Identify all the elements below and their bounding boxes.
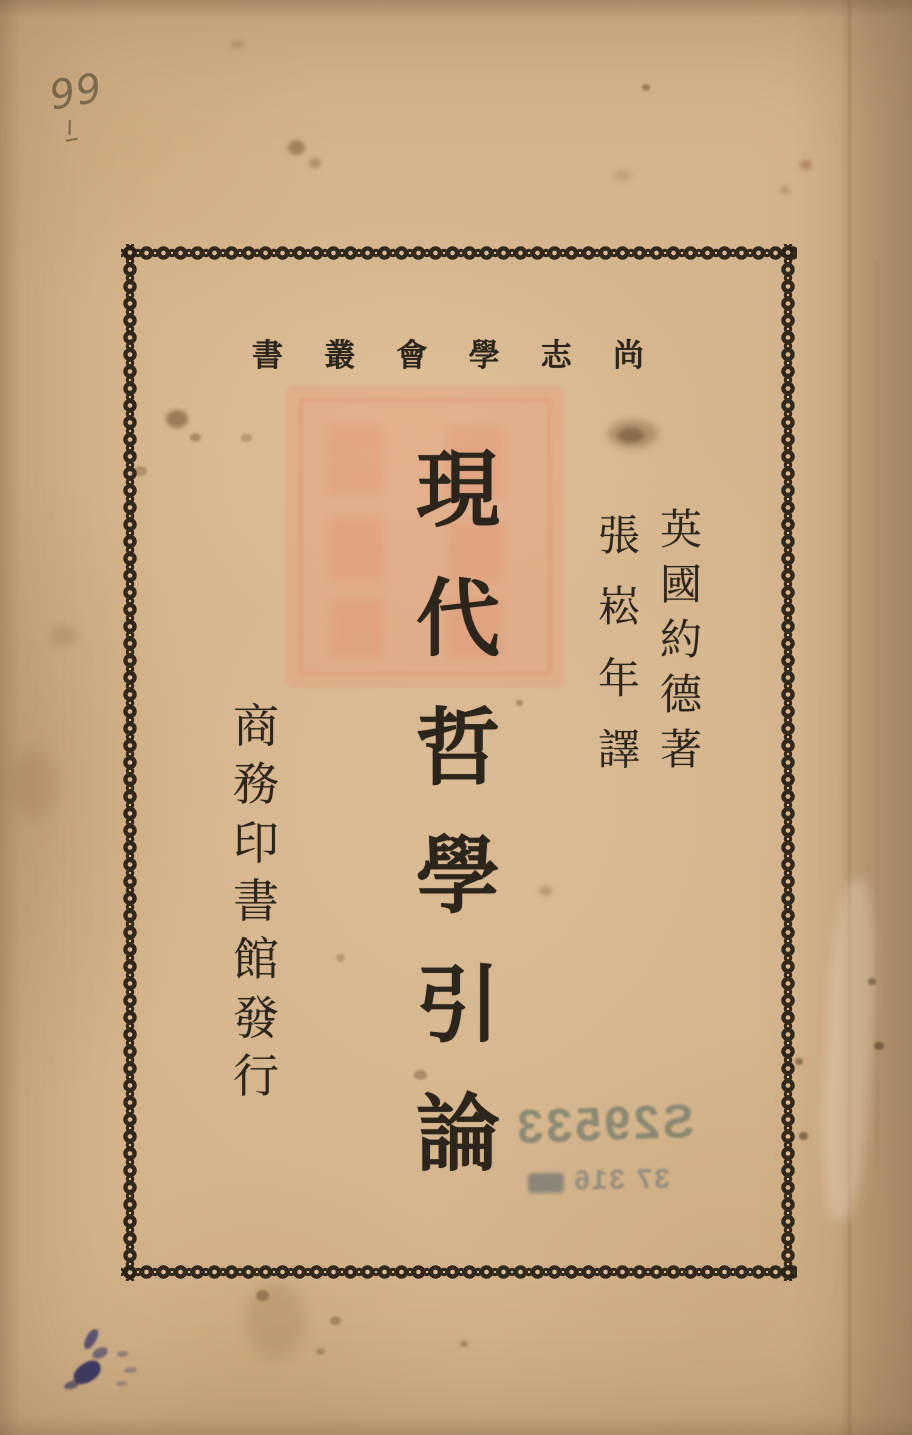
stain xyxy=(460,1340,468,1347)
stain xyxy=(330,1316,341,1325)
series-char: 會 xyxy=(396,338,428,373)
publisher-char: 發 xyxy=(233,992,279,1044)
stain xyxy=(780,186,790,194)
accession-stamp-number: S29533 xyxy=(513,1093,695,1154)
series-char: 志 xyxy=(540,338,572,373)
stain xyxy=(800,160,812,170)
blue-ink-speck xyxy=(124,1367,137,1373)
series-char: 書 xyxy=(252,338,283,373)
stain xyxy=(612,170,632,181)
border-left xyxy=(121,244,139,1281)
stain xyxy=(799,1132,808,1140)
publisher-line xyxy=(232,701,280,1102)
author-line xyxy=(659,510,703,772)
publisher-char: 務 xyxy=(233,759,279,811)
stain xyxy=(316,1348,325,1355)
stain xyxy=(288,140,305,155)
author-char: 德 xyxy=(659,673,702,719)
stain xyxy=(246,1282,306,1358)
series-title xyxy=(252,340,644,371)
accession-stamp-callnumber xyxy=(504,1162,695,1197)
translator-char: 張 xyxy=(597,514,640,560)
blue-ink-blot xyxy=(91,1346,109,1361)
handwritten-number: 99 xyxy=(46,64,107,120)
publisher-char: 印 xyxy=(233,817,279,869)
stain xyxy=(642,84,650,91)
series-char: 叢 xyxy=(324,338,356,373)
title-char: 論 xyxy=(415,1088,500,1182)
author-char: 國 xyxy=(659,563,702,609)
translator-line xyxy=(597,516,641,772)
border-right xyxy=(779,244,797,1281)
series-char: 學 xyxy=(468,338,500,373)
series-char: 尚 xyxy=(612,338,644,373)
page-crease xyxy=(876,260,878,1160)
title-char: 哲 xyxy=(415,702,500,796)
stamp-smudge xyxy=(528,1173,564,1194)
title-char: 現 xyxy=(415,445,500,538)
border-bottom xyxy=(121,1263,797,1281)
blue-ink-speck xyxy=(116,1381,127,1386)
translator-char: 崧 xyxy=(597,585,640,632)
translator-char: 年 xyxy=(597,656,640,703)
author-char: 約 xyxy=(659,618,702,664)
border-top xyxy=(121,244,797,262)
blue-ink-speck xyxy=(117,1351,128,1357)
page-crease xyxy=(848,0,851,1435)
stain xyxy=(256,1290,269,1301)
author-char: 英 xyxy=(659,508,702,554)
stain xyxy=(50,625,78,647)
stamp-text: 37 316 xyxy=(571,1162,671,1196)
stain xyxy=(309,158,321,168)
stain xyxy=(12,750,56,820)
publisher-char: 書 xyxy=(233,875,279,927)
translator-char: 譯 xyxy=(597,727,640,774)
stain xyxy=(230,40,244,49)
handwritten-note xyxy=(46,64,111,143)
blue-ink-blot xyxy=(63,1380,79,1391)
publisher-char: 行 xyxy=(233,1050,279,1102)
publisher-char: 館 xyxy=(233,934,279,986)
handwritten-mark: I xyxy=(62,117,78,142)
author-char: 著 xyxy=(659,728,702,774)
main-title xyxy=(415,445,501,1182)
title-char: 引 xyxy=(415,960,500,1054)
title-char: 代 xyxy=(415,573,500,667)
publisher-char: 商 xyxy=(233,701,279,752)
title-char: 學 xyxy=(415,831,500,925)
